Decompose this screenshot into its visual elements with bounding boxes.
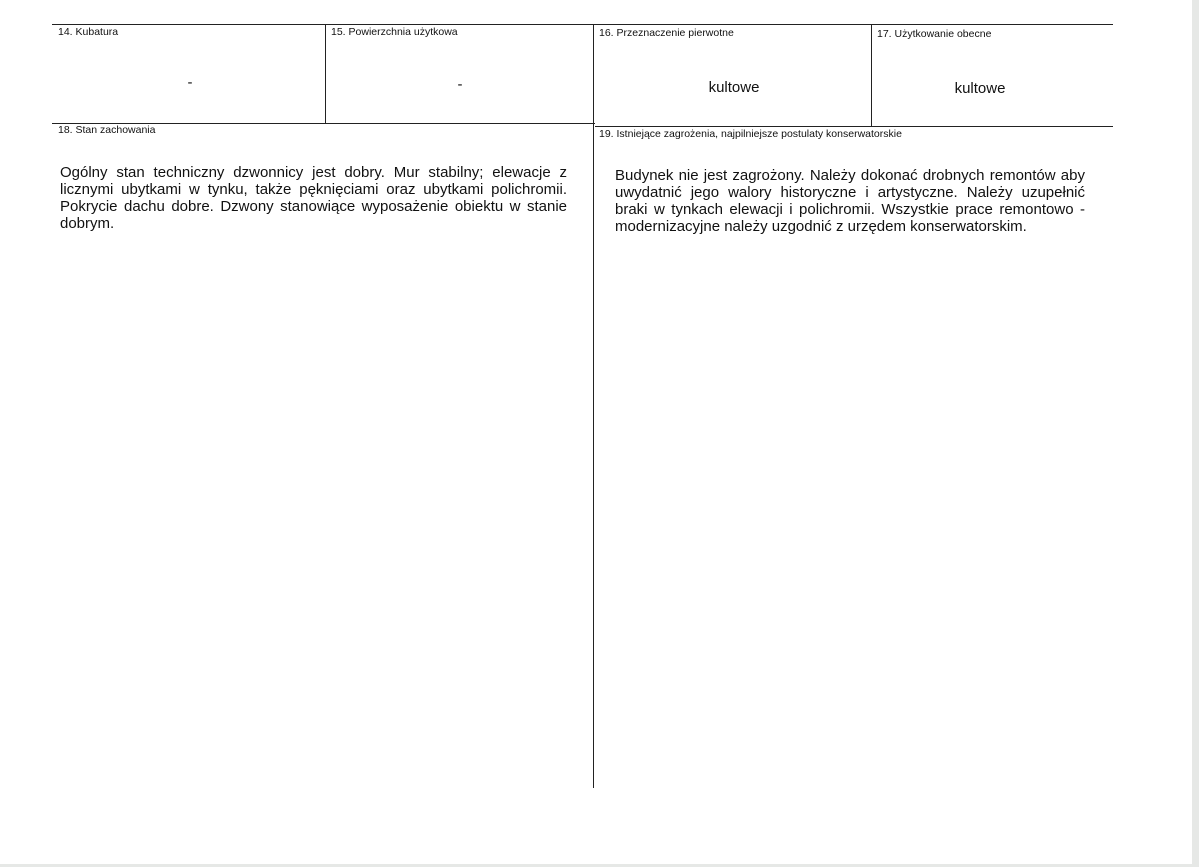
- field-17-label: 17. Użytkowanie obecne: [877, 28, 992, 40]
- divider-center: [593, 24, 594, 788]
- field-18-label: 18. Stan zachowania: [58, 124, 156, 136]
- field-19-label: 19. Istniejące zagrożenia, najpilniejsze postulaty konserwatorskie: [599, 128, 902, 140]
- divider-16-17: [871, 24, 872, 126]
- top-row-bottom-border-right: [595, 126, 1113, 127]
- scan-edge-right: [1192, 0, 1199, 867]
- field-14-label: 14. Kubatura: [58, 26, 119, 38]
- field-15-label: 15. Powierzchnia użytkowa: [331, 26, 458, 38]
- divider-14-15: [325, 24, 326, 123]
- field-19-text: Budynek nie jest zagrożony. Należy dokonać drobnych remontów aby uwydatnić jego walory historyczne i artystyczne. Należy uzupełnić braki w tynkach elewacji i polichromii. Wszystkie prace remontowo - modernizacyjne należy uzgodnić z urzędem konserwatorskim.: [615, 167, 1085, 235]
- field-16-value: kultowe: [708, 79, 760, 96]
- field-18-text: Ogólny stan techniczny dzwonnicy jest dobry. Mur stabilny; elewacje z licznymi ubytkami w tynku, także pęknięciami oraz ubytkami polichromii. Pokrycie dachu dobre. Dzwony stanowiące wyposażenie obiektu w stanie dobrym.: [60, 164, 567, 232]
- top-row-border: [52, 24, 1113, 25]
- field-15-value: -: [457, 76, 463, 93]
- field-16-label: 16. Przeznaczenie pierwotne: [599, 27, 734, 39]
- field-17-value: kultowe: [954, 80, 1006, 97]
- field-14-value: -: [187, 74, 193, 91]
